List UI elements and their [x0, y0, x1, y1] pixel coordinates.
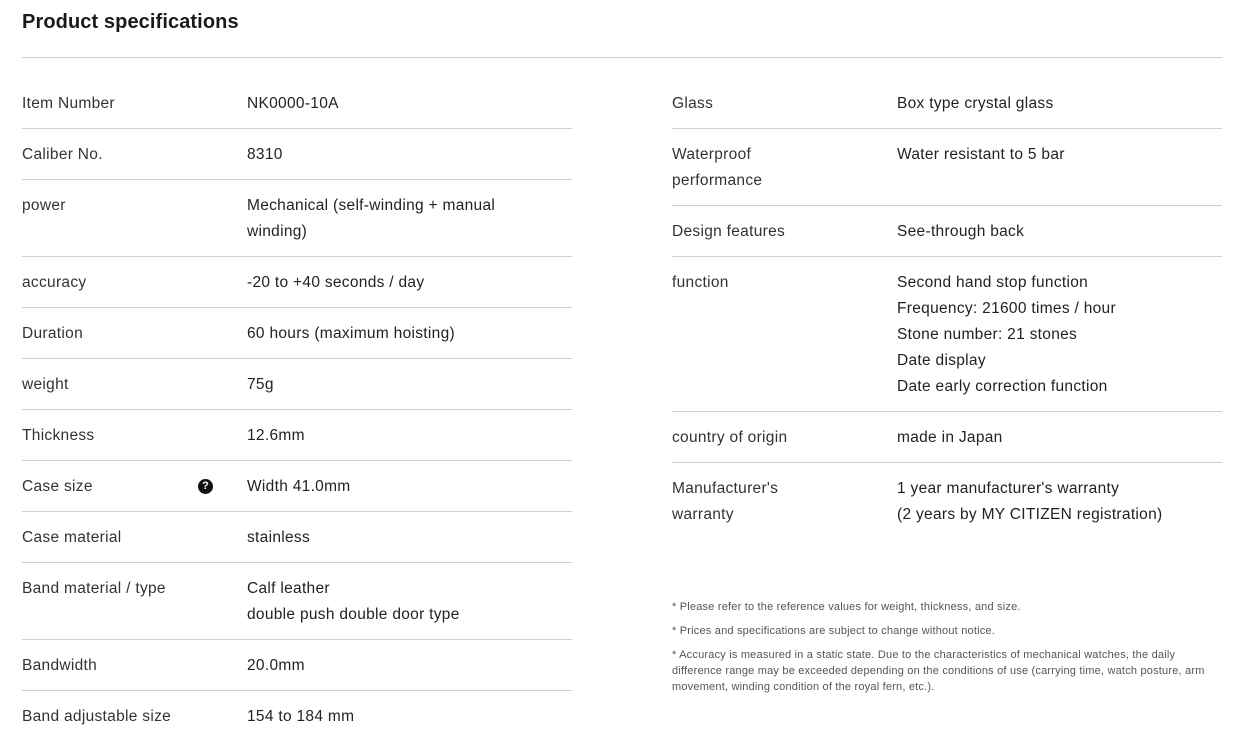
spec-row-band-material [22, 563, 572, 640]
spec-value: Second hand stop function Frequency: 21600 times / hour Stone number: 21 stones Date display Date early correction function [897, 274, 1116, 395]
spec-label: function [672, 274, 729, 291]
spec-label: Design features [672, 223, 786, 240]
spec-label: country of origin [672, 429, 788, 446]
spec-label: Caliber No. [22, 146, 103, 163]
spec-row-warranty [672, 463, 1222, 539]
spec-row-power [22, 180, 572, 257]
spec-row-thickness [22, 410, 572, 461]
spec-label: Case material [22, 529, 122, 546]
page-title: Product specifications [22, 11, 239, 33]
note-subject-to-change: * Prices and specifications are subject to change without notice. [672, 625, 996, 637]
spec-label-case-size [22, 474, 247, 500]
spec-row-accuracy [22, 257, 572, 308]
note-reference-values: * Please refer to the reference values for weight, thickness, and size. [672, 601, 1021, 613]
spec-label: Thickness [22, 427, 95, 444]
spec-row-caliber [22, 129, 572, 180]
spec-row-design-features [672, 206, 1222, 257]
spec-value: 154 to 184 mm [247, 708, 355, 725]
spec-row-waterproof [672, 129, 1222, 206]
spec-value: 75g [247, 376, 274, 393]
spec-row-item-number [22, 78, 572, 129]
spec-label: Bandwidth [22, 657, 98, 674]
spec-value: 1 year manufacturer's warranty (2 years by MY CITIZEN registration) [897, 480, 1163, 523]
spec-value: 60 hours (maximum hoisting) [247, 325, 455, 342]
spec-label: Case size [22, 478, 93, 495]
spec-row-country-of-origin [672, 412, 1222, 463]
note-accuracy: * Accuracy is measured in a static state. Due to the characteristics of mechanical watches, the daily difference range may be exceeded depending on the conditions of use (carrying time, watch posture, arm movement, winding condition of the royal fern, etc.). [672, 649, 1205, 693]
spec-label: weight [22, 376, 69, 393]
spec-value: See-through back [897, 223, 1025, 240]
spec-value: Width 41.0mm [247, 478, 351, 495]
spec-label: Manufacturer's warranty [672, 480, 779, 523]
spec-value: made in Japan [897, 429, 1003, 446]
spec-row-function [672, 257, 1222, 412]
title-divider [22, 57, 1222, 58]
spec-value: Water resistant to 5 bar [897, 146, 1065, 163]
spec-row-duration [22, 308, 572, 359]
spec-value: Calf leather double push double door type [247, 580, 460, 623]
spec-notes [672, 599, 1217, 703]
spec-table-right [672, 78, 1222, 539]
spec-value: NK0000-10A [247, 95, 339, 112]
spec-row-band-adjustable-size [22, 691, 572, 741]
spec-label: power [22, 197, 66, 214]
spec-label: Duration [22, 325, 83, 342]
spec-row-glass [672, 78, 1222, 129]
spec-label: Waterproof performance [672, 146, 763, 189]
spec-label: Item Number [22, 95, 115, 112]
spec-value: Box type crystal glass [897, 95, 1054, 112]
spec-value: stainless [247, 529, 311, 546]
spec-row-bandwidth [22, 640, 572, 691]
spec-value: 8310 [247, 146, 283, 163]
spec-row-case-size [22, 461, 572, 512]
spec-value: 20.0mm [247, 657, 305, 674]
spec-row-weight [22, 359, 572, 410]
spec-label: accuracy [22, 274, 87, 291]
spec-value: -20 to +40 seconds / day [247, 274, 425, 291]
spec-label: Band adjustable size [22, 708, 172, 725]
spec-label: Band material / type [22, 580, 166, 597]
question-circle-icon[interactable]: ? [198, 479, 213, 494]
spec-table-left [22, 78, 572, 741]
spec-value: 12.6mm [247, 427, 305, 444]
spec-label: Glass [672, 95, 714, 112]
spec-value: Mechanical (self-winding + manual winding) [247, 197, 496, 240]
spec-row-case-material [22, 512, 572, 563]
